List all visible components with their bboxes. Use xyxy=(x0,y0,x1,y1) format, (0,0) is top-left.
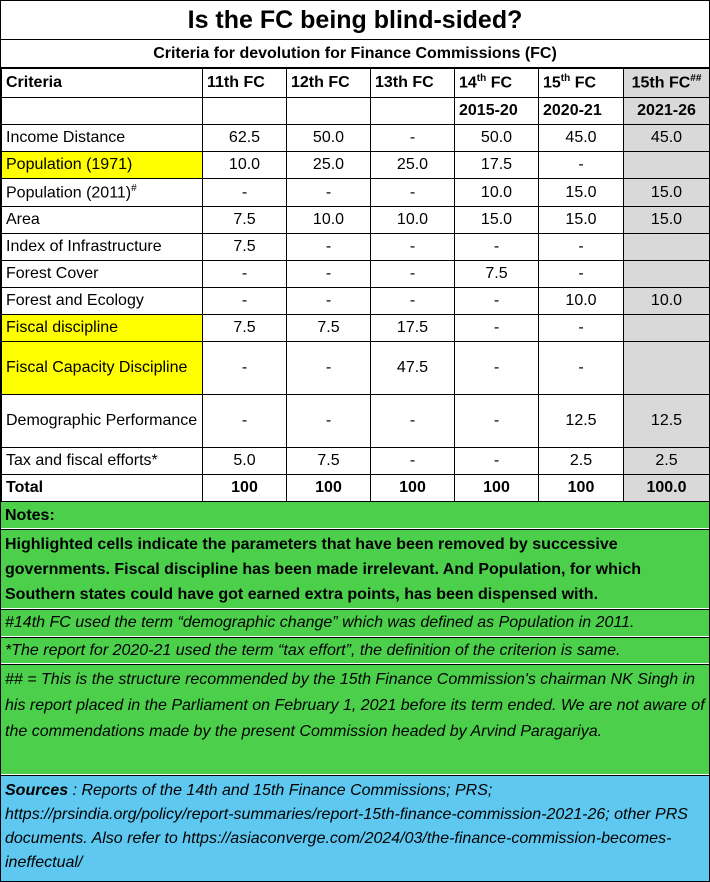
cell-value: 10.0 xyxy=(203,152,287,179)
period-fc15b: 2021-26 xyxy=(624,98,710,125)
cell-value xyxy=(624,342,710,395)
row-label: Forest and Ecology xyxy=(2,288,203,315)
cell-value: 10.0 xyxy=(371,207,455,234)
cell-value: - xyxy=(287,261,371,288)
row-label-sup: # xyxy=(131,182,137,194)
cell-value: 7.5 xyxy=(287,315,371,342)
header-fc15b xyxy=(624,69,710,98)
cell-value: 2.5 xyxy=(624,448,710,475)
table-row xyxy=(2,315,710,342)
cell-value: - xyxy=(371,448,455,475)
period-blank xyxy=(203,98,287,125)
period-blank xyxy=(2,98,203,125)
period-blank xyxy=(371,98,455,125)
header-fc11: 11th FC xyxy=(203,69,287,98)
table-row xyxy=(2,207,710,234)
cell-value: - xyxy=(203,261,287,288)
row-label-text: Population (2011) xyxy=(6,184,132,202)
cell-value: 25.0 xyxy=(287,152,371,179)
cell-value: - xyxy=(455,234,539,261)
cell-value: 17.5 xyxy=(455,152,539,179)
cell-value: - xyxy=(203,395,287,448)
row-label-highlighted: Population (1971) xyxy=(2,152,203,179)
cell-value: - xyxy=(371,261,455,288)
cell-value: 5.0 xyxy=(203,448,287,475)
cell-value: 15.0 xyxy=(624,179,710,207)
cell-value: - xyxy=(203,342,287,395)
page-subtitle: Criteria for devolution for Finance Commissions (FC) xyxy=(1,40,709,68)
cell-value xyxy=(624,261,710,288)
row-label: Income Distance xyxy=(2,125,203,152)
cell-value: 100.0 xyxy=(624,475,710,502)
cell-value: - xyxy=(539,342,624,395)
cell-value: 15.0 xyxy=(539,179,624,207)
period-fc15: 2020-21 xyxy=(539,98,624,125)
cell-value: 12.5 xyxy=(624,395,710,448)
sources-label: Sources xyxy=(5,782,69,799)
header-fc15 xyxy=(539,69,624,98)
cell-value: 45.0 xyxy=(624,125,710,152)
cell-value: 45.0 xyxy=(539,125,624,152)
header-fc15b-sup: ## xyxy=(690,73,702,85)
row-label-highlighted: Fiscal Capacity Discipline xyxy=(2,342,203,395)
cell-value: - xyxy=(287,342,371,395)
note-tax-effort: *The report for 2020-21 used the term “tax effort”, the definition of the criterion is same. xyxy=(1,637,709,663)
table-row xyxy=(2,234,710,261)
cell-value: - xyxy=(455,288,539,315)
header-fc14-sup: th xyxy=(476,73,487,85)
period-blank xyxy=(287,98,371,125)
cell-value: 17.5 xyxy=(371,315,455,342)
cell-value: - xyxy=(539,234,624,261)
cell-value: 7.5 xyxy=(203,315,287,342)
table-row xyxy=(2,152,710,179)
header-fc14-rest: FC xyxy=(486,74,513,92)
cell-value: 7.5 xyxy=(287,448,371,475)
cell-value: 15.0 xyxy=(455,207,539,234)
cell-value: - xyxy=(455,342,539,395)
cell-value: - xyxy=(287,395,371,448)
cell-value: 100 xyxy=(203,475,287,502)
row-label xyxy=(2,179,203,207)
cell-value xyxy=(624,152,710,179)
page-title: Is the FC being blind-sided? xyxy=(1,1,709,40)
header-criteria: Criteria xyxy=(2,69,203,98)
period-fc14: 2015-20 xyxy=(455,98,539,125)
header-fc15-rest: FC xyxy=(570,74,597,92)
table-row xyxy=(2,125,710,152)
row-label: Forest Cover xyxy=(2,261,203,288)
cell-value: 15.0 xyxy=(539,207,624,234)
cell-value: - xyxy=(371,234,455,261)
cell-value: - xyxy=(539,152,624,179)
cell-value: - xyxy=(371,125,455,152)
note-demographic: #14th FC used the term “demographic change” which was defined as Population in 2011. xyxy=(1,609,709,636)
sources-text: : Reports of the 14th and 15th Finance Commissions; PRS; https://prsindia.org/policy/report-summaries/report-15th-finance-commission-2021-26; other PRS documents. Also refer to https://asiaconverge.com/2024/03/the-finance-commission-becomes-ineffectual/ xyxy=(5,782,688,871)
cell-value: 7.5 xyxy=(203,234,287,261)
row-label-highlighted: Fiscal discipline xyxy=(2,315,203,342)
cell-value: - xyxy=(371,179,455,207)
header-row xyxy=(2,69,710,98)
cell-value xyxy=(624,315,710,342)
cell-value: 7.5 xyxy=(203,207,287,234)
cell-value: - xyxy=(287,234,371,261)
cell-value: - xyxy=(203,179,287,207)
header-fc12: 12th FC xyxy=(287,69,371,98)
criteria-table xyxy=(1,68,710,502)
cell-value: 7.5 xyxy=(455,261,539,288)
table-row xyxy=(2,342,710,395)
cell-value: 10.0 xyxy=(624,288,710,315)
cell-value: - xyxy=(371,395,455,448)
notes-heading: Notes: xyxy=(1,501,709,528)
cell-value: - xyxy=(455,315,539,342)
cell-value: - xyxy=(539,315,624,342)
cell-value: 100 xyxy=(371,475,455,502)
cell-value: - xyxy=(455,395,539,448)
table-row xyxy=(2,261,710,288)
table-row xyxy=(2,179,710,207)
cell-value: 100 xyxy=(539,475,624,502)
cell-value: - xyxy=(203,288,287,315)
cell-value: 100 xyxy=(287,475,371,502)
total-row xyxy=(2,475,710,502)
table-row xyxy=(2,288,710,315)
header-fc15-num: 15 xyxy=(543,74,561,92)
cell-value: - xyxy=(287,288,371,315)
table-row xyxy=(2,448,710,475)
header-fc14-num: 14 xyxy=(459,74,477,92)
cell-value: 25.0 xyxy=(371,152,455,179)
cell-value: 10.0 xyxy=(455,179,539,207)
cell-value: - xyxy=(287,179,371,207)
notes-highlight: Highlighted cells indicate the parameters that have been removed by successive governments. Fiscal discipline has been made irrelevant. And Population, for which Southern states could have got earned extra points, has been dispensed with. xyxy=(1,529,709,608)
row-label: Index of Infrastructure xyxy=(2,234,203,261)
cell-value: 15.0 xyxy=(624,207,710,234)
row-label: Demographic Performance xyxy=(2,395,203,448)
row-label: Tax and fiscal efforts* xyxy=(2,448,203,475)
cell-value: - xyxy=(539,261,624,288)
header-fc13: 13th FC xyxy=(371,69,455,98)
row-label: Total xyxy=(2,475,203,502)
cell-value: 2.5 xyxy=(539,448,624,475)
period-row xyxy=(2,98,710,125)
cell-value: 50.0 xyxy=(455,125,539,152)
sources-box xyxy=(1,775,709,881)
table-row xyxy=(2,395,710,448)
cell-value: 47.5 xyxy=(371,342,455,395)
cell-value: 12.5 xyxy=(539,395,624,448)
cell-value: 62.5 xyxy=(203,125,287,152)
header-fc15-sup: th xyxy=(560,73,571,85)
header-fc15b-main: 15th FC xyxy=(631,74,691,92)
header-fc14 xyxy=(455,69,539,98)
cell-value: - xyxy=(371,288,455,315)
cell-value: 100 xyxy=(455,475,539,502)
cell-value: 10.0 xyxy=(539,288,624,315)
note-structure: ## = This is the structure recommended by the 15th Finance Commission's chairman NK Singh in his report placed in the Parliament on February 1, 2021 before its term ended. We are not aware of the commendations made by the present Commission headed by Arvind Paragariya. xyxy=(1,664,709,774)
cell-value: 10.0 xyxy=(287,207,371,234)
row-label: Area xyxy=(2,207,203,234)
cell-value: - xyxy=(455,448,539,475)
cell-value: 50.0 xyxy=(287,125,371,152)
cell-value xyxy=(624,234,710,261)
